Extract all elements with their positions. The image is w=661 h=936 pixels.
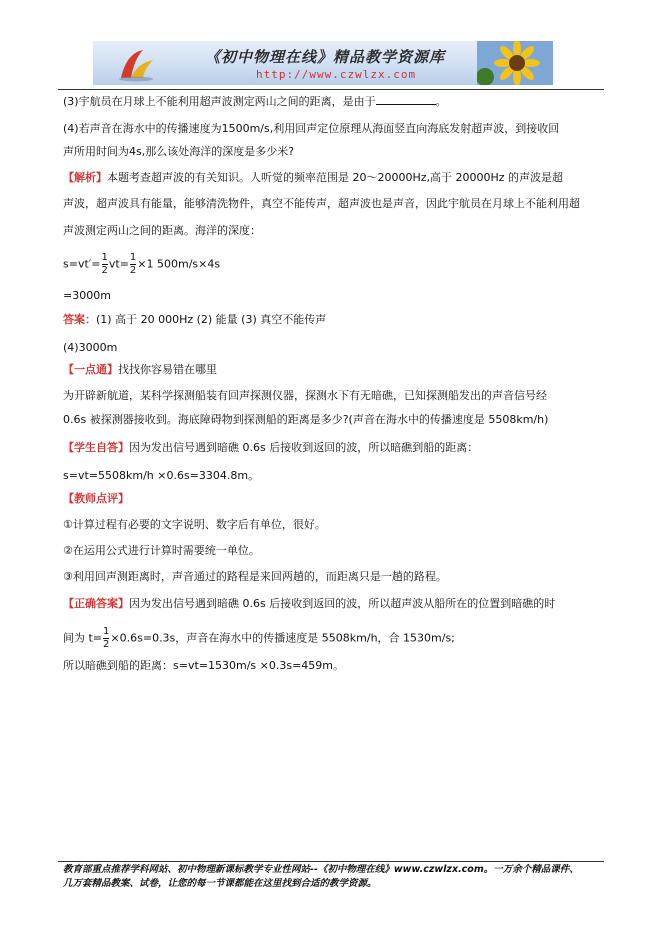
footer-line-2: 几万套精品教案、试卷，让您的每一节课都能在这里找到合适的教学资源。 — [63, 878, 377, 889]
fraction-half — [102, 252, 108, 277]
teacher-comment-tag-line — [63, 491, 129, 507]
teacher-comment-3: ③利用回声测距离时，声音通过的路程是来回两趟的，而距离只是一趟的路程。 — [63, 570, 447, 583]
fraction-numerator: 1 — [101, 252, 108, 263]
correct-answer-line-3: 所以暗礁到船的距离：s=vt=1530m/s ×0.3s=459m。 — [63, 659, 344, 672]
correct-answer-line-1 — [63, 596, 555, 612]
correct-answer-text: 因为发出信号遇到暗礁 0.6s 后接收到返回的波，所以超声波从船所在的位置到暗礁的时 — [129, 597, 556, 610]
problem-line-1: 为开辟新航道，某科学探测船装有回声探测仪器，探测水下有无暗礁，已知探测船发出的声音信号经 — [63, 389, 547, 402]
answer-blank — [376, 94, 436, 105]
answer-tag: 答案： — [63, 313, 96, 326]
correct-answer-part: 间为 t= — [63, 631, 103, 645]
fraction-numerator: 1 — [129, 252, 137, 263]
problem-line-2: 0.6s 被探测器接收到。海底障碍物到探测船的距离是多少?(声音在海水中的传播速度是 5508km/h) — [63, 413, 549, 426]
site-logo-icon — [117, 46, 155, 82]
student-answer-text: 因为发出信号遇到暗礁 0.6s 后接收到返回的波，所以暗礁到船的距离： — [129, 441, 479, 454]
analysis-text-1: 本题考查超声波的有关知识。人听觉的频率范围是 20～20000Hz,高于 20000Hz 的声波是超 — [107, 171, 564, 184]
fraction-numerator: 1 — [103, 626, 110, 637]
question-4-line-1: (4)若声音在海水中的传播速度为1500m/s,利用回声定位原理从海面竖直向海底发射超声波，到接收回 — [63, 122, 560, 135]
correct-answer-line-2 — [63, 626, 455, 651]
fraction-denominator: 2 — [103, 639, 110, 650]
tip-line — [63, 362, 217, 378]
question-3-text: (3)宇航员在月球上不能利用超声波测定两山之间的距离，是由于 — [63, 95, 376, 108]
answer-text: (1) 高于 20 000Hz (2) 能量 (3) 真空不能传声 — [96, 313, 327, 326]
fraction-denominator: 2 — [129, 265, 137, 276]
fraction-half — [103, 626, 109, 651]
fraction-denominator: 2 — [101, 265, 108, 276]
banner-title: 《初中物理在线》精品教学资源库 — [205, 48, 446, 66]
banner-url[interactable]: http://www.czwlzx.com — [256, 68, 417, 81]
correct-answer-tag: 【正确答案】 — [63, 597, 129, 610]
header-banner — [93, 41, 553, 85]
teacher-comment-2: ②在运用公式进行计算时需要统一单位。 — [63, 544, 260, 557]
student-answer-tag: 【学生自答】 — [63, 441, 129, 454]
question-3 — [63, 94, 447, 110]
correct-answer-part: ×0.6s=0.3s，声音在海水中的传播速度是 5508km/h，合 1530m/s; — [110, 631, 455, 645]
answer-line-1 — [63, 312, 326, 328]
footer-line-1: 教育部重点推荐学科网站、初中物理新课标教学专业性网站--《初中物理在线》www.czwlzx.com。一万余个精品课件、 — [63, 864, 579, 875]
header-divider — [58, 89, 604, 90]
answer-line-2: (4)3000m — [63, 341, 118, 354]
analysis-tag: 【解析】 — [63, 171, 107, 184]
formula-depth — [63, 252, 220, 277]
tip-tag: 【一点通】 — [63, 363, 118, 376]
question-4-line-2: 声所用时间为4s,那么该处海洋的深度是多少米? — [63, 145, 295, 158]
fraction-half — [130, 252, 136, 277]
formula-part: vt= — [108, 257, 129, 271]
formula-result: =3000m — [63, 289, 111, 302]
footer-divider — [58, 861, 604, 862]
tip-text: 找找你容易错在哪里 — [118, 363, 217, 376]
analysis-line-3: 声波测定两山之间的距离。海洋的深度： — [63, 224, 261, 237]
analysis-line-2: 声波，超声波具有能量，能够清洗物件，真空不能传声，超声波也是声音，因此宇航员在月球上不能利用超 — [63, 197, 580, 210]
formula-part: ×1 500m/s×4s — [137, 257, 221, 271]
question-3-end: 。 — [435, 95, 447, 108]
analysis-line-1 — [63, 170, 563, 186]
formula-part: s=vt′= — [63, 257, 101, 271]
teacher-comment-tag: 【教师点评】 — [63, 492, 129, 505]
student-answer-line — [63, 440, 478, 456]
sunflower-icon — [477, 41, 553, 85]
teacher-comment-1: ①计算过程有必要的文字说明、数字后有单位，很好。 — [63, 518, 326, 531]
student-formula: s=vt=5508km/h ×0.6s=3304.8m。 — [63, 469, 260, 482]
